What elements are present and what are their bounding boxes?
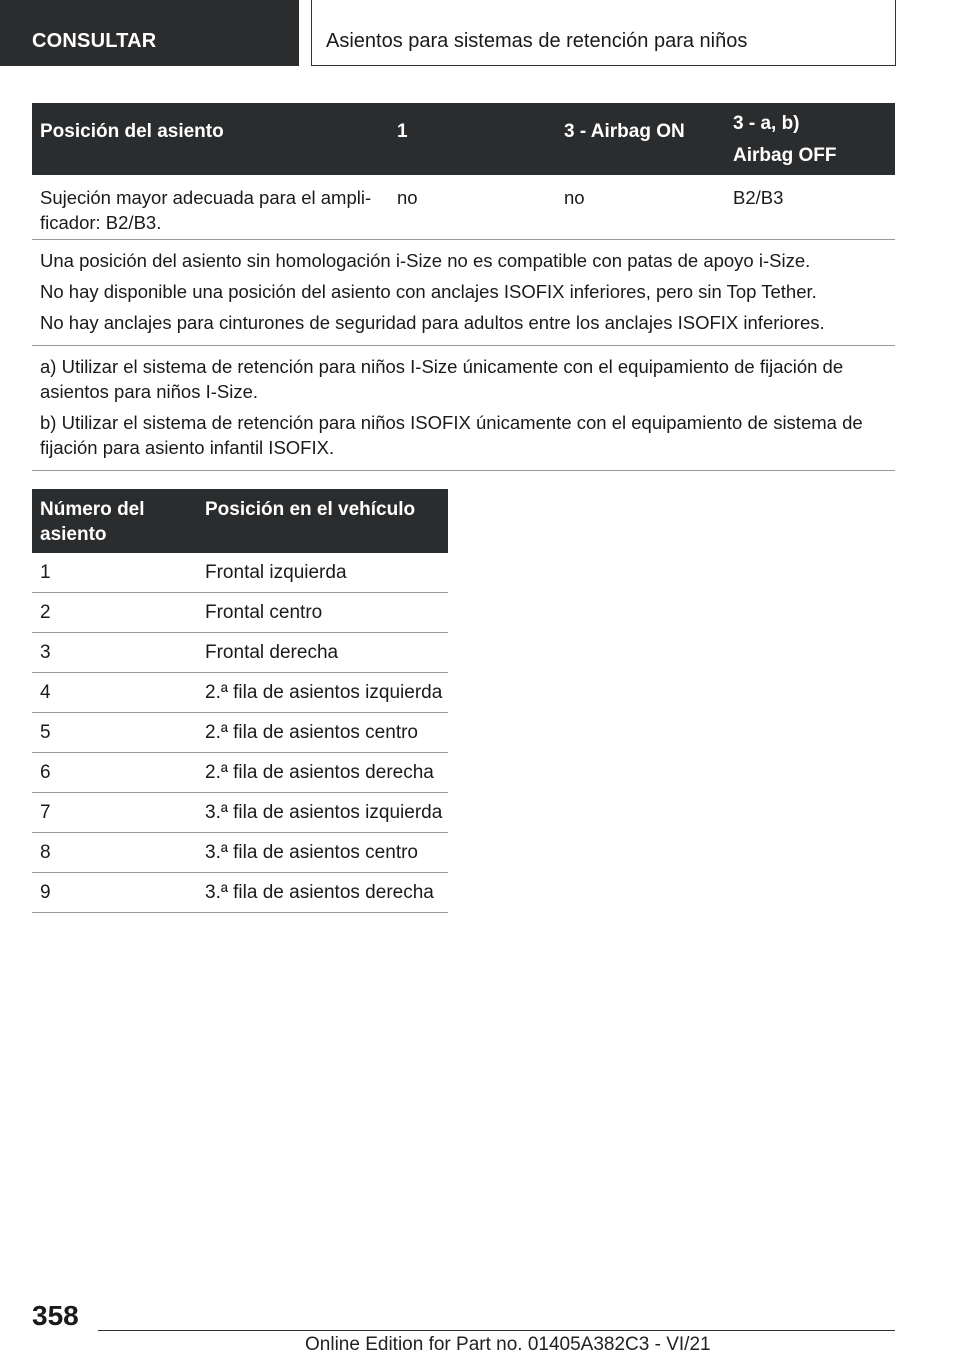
table-row bbox=[32, 553, 448, 593]
seat-number: 4 bbox=[40, 682, 51, 703]
table-row bbox=[32, 593, 448, 633]
seat-number: 7 bbox=[40, 802, 51, 823]
cell-value: no bbox=[397, 187, 418, 208]
note-text: No hay anclajes para cinturones de seguridad para adultos entre los anclajes ISOFIX inferiores. bbox=[40, 312, 825, 333]
header-position-3-ab: 3 - a, b) Airbag OFF bbox=[733, 113, 837, 166]
seat-position: Frontal derecha bbox=[205, 642, 339, 663]
seat-position: Frontal izquierda bbox=[205, 562, 347, 583]
footnote-text: b) Utilizar el sistema de retención para niños ISOFIX únicamente con el equipamiento de sistema de fijación para asiento infantil ISOFIX. bbox=[40, 412, 863, 458]
table-row bbox=[32, 793, 448, 833]
cell-value: B2/B3 bbox=[733, 187, 784, 208]
page-header bbox=[311, 0, 896, 66]
seat-position: 3.ª fila de asientos izquierda bbox=[205, 802, 443, 823]
seat-position-table bbox=[32, 103, 895, 471]
seat-position: 2.ª fila de asientos izquierda bbox=[205, 682, 443, 703]
section-tab[interactable] bbox=[0, 0, 299, 66]
note-text: No hay disponible una posición del asiento con anclajes ISOFIX inferiores, pero sin Top Tether. bbox=[40, 281, 817, 302]
table-header bbox=[32, 103, 895, 175]
table-row bbox=[32, 873, 448, 913]
footer-divider bbox=[98, 1330, 895, 1331]
note-text: Una posición del asiento sin homologación i-Size no es compatible con patas de apoyo i-Size. bbox=[40, 250, 811, 271]
seat-number: 1 bbox=[40, 562, 51, 583]
seat-number: 5 bbox=[40, 722, 51, 743]
table-row bbox=[32, 673, 448, 713]
header-seat-number: Número del asiento bbox=[40, 499, 145, 545]
table-row bbox=[32, 753, 448, 793]
seat-number: 9 bbox=[40, 882, 51, 903]
page-number: 358 bbox=[32, 1300, 79, 1331]
page-title: Asientos para sistemas de retención para niños bbox=[326, 30, 748, 52]
seat-position: 2.ª fila de asientos derecha bbox=[205, 762, 434, 783]
seat-position: 2.ª fila de asientos centro bbox=[205, 722, 418, 743]
edition-footer: Online Edition for Part no. 01405A382C3 - VI/21 bbox=[305, 1334, 711, 1355]
seat-number: 6 bbox=[40, 762, 51, 783]
footnotes-block bbox=[32, 346, 895, 471]
seat-number: 8 bbox=[40, 842, 51, 863]
seat-position: Frontal centro bbox=[205, 602, 323, 623]
seat-number: 3 bbox=[40, 642, 51, 663]
table-row bbox=[32, 833, 448, 873]
table-row bbox=[32, 713, 448, 753]
cell-value: no bbox=[564, 187, 585, 208]
seat-position: 3.ª fila de asientos derecha bbox=[205, 882, 434, 903]
section-label: CONSULTAR bbox=[32, 30, 157, 52]
header-vehicle-position: Posición en el vehículo bbox=[205, 499, 416, 520]
table-row bbox=[32, 175, 895, 240]
cell-description: Sujeción mayor adecuada para el ampli- ficador: B2/B3. bbox=[40, 187, 372, 233]
table-header bbox=[32, 489, 448, 553]
header-seat-position: Posición del asiento bbox=[40, 121, 224, 142]
table-row bbox=[32, 633, 448, 673]
seat-number: 2 bbox=[40, 602, 51, 623]
footnote-text: a) Utilizar el sistema de retención para niños I-Size únicamente con el equipamiento de fijación de asientos para niños I-Size. bbox=[40, 356, 844, 402]
seat-position: 3.ª fila de asientos centro bbox=[205, 842, 418, 863]
notes-block bbox=[32, 240, 895, 346]
seat-number-table bbox=[32, 489, 448, 913]
header-position-1: 1 bbox=[397, 121, 408, 142]
header-position-3-airbag-on: 3 - Airbag ON bbox=[564, 121, 685, 142]
